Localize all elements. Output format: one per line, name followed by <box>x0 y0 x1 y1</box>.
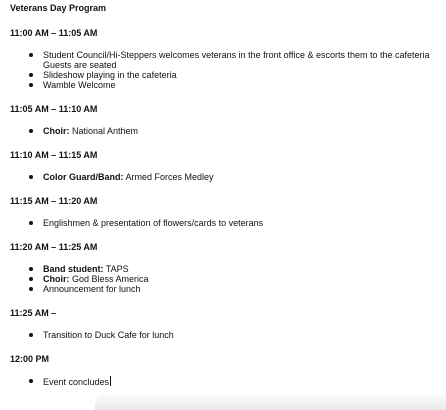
schedule-section <box>10 104 440 136</box>
list-item <box>43 264 440 274</box>
list-item-text: Slideshow playing in the cafeteria <box>43 70 177 80</box>
time-slot-heading: 11:00 AM – 11:05 AM <box>10 28 98 38</box>
list-item <box>43 80 440 90</box>
list-item-text: Student Council/Hi-Steppers welcomes veterans in the front office & escorts them to the cafeteria <box>43 50 430 60</box>
list-item-subtext: Guests are seated <box>43 60 117 70</box>
document-body[interactable] <box>10 3 440 401</box>
bullet-list <box>10 330 440 340</box>
list-item <box>43 330 440 340</box>
list-item <box>43 218 440 228</box>
bottom-edge-shadow <box>95 392 446 410</box>
list-item <box>43 70 440 80</box>
list-item <box>43 376 440 387</box>
time-slot-heading: 11:25 AM – <box>10 308 57 318</box>
list-item-bold-label: Choir: <box>43 274 70 284</box>
text-cursor <box>110 376 111 386</box>
list-item-text: Transition to Duck Cafe for lunch <box>43 330 174 340</box>
list-item-text: Event concludes <box>43 377 110 387</box>
time-slot-heading: 11:20 AM – 11:25 AM <box>10 242 98 252</box>
schedule-section <box>10 354 440 387</box>
schedule-section <box>10 196 440 228</box>
time-slot-heading: 11:15 AM – 11:20 AM <box>10 196 98 206</box>
list-item-bold-label: Band student: <box>43 264 104 274</box>
schedule-section <box>10 308 440 340</box>
list-item <box>43 274 440 284</box>
list-item-text: Wamble Welcome <box>43 80 116 90</box>
schedule-section <box>10 242 440 294</box>
bullet-list <box>10 264 440 294</box>
list-item-text: Armed Forces Medley <box>123 172 214 182</box>
list-item-bold-label: Color Guard/Band: <box>43 172 124 182</box>
bullet-list <box>10 172 440 182</box>
bullet-list <box>10 376 440 387</box>
document-title: Veterans Day Program <box>10 3 107 13</box>
list-item-bold-label: Choir: <box>43 126 70 136</box>
schedule-section <box>10 150 440 182</box>
list-item <box>43 126 440 136</box>
list-item-text: God Bless America <box>69 274 149 284</box>
time-slot-heading: 11:10 AM – 11:15 AM <box>10 150 98 160</box>
list-item <box>43 284 440 294</box>
schedule-section <box>10 28 440 90</box>
bullet-list <box>10 50 440 90</box>
list-item-text: TAPS <box>103 264 129 274</box>
time-slot-heading: 12:00 PM <box>10 354 50 364</box>
bullet-list <box>10 126 440 136</box>
list-item-text: Announcement for lunch <box>43 284 141 294</box>
list-item-text: Englishmen & presentation of flowers/cards to veterans <box>43 218 264 228</box>
bullet-list <box>10 218 440 228</box>
list-item-text: National Anthem <box>69 126 139 136</box>
list-item <box>43 172 440 182</box>
list-item <box>43 50 440 70</box>
time-slot-heading: 11:05 AM – 11:10 AM <box>10 104 98 114</box>
